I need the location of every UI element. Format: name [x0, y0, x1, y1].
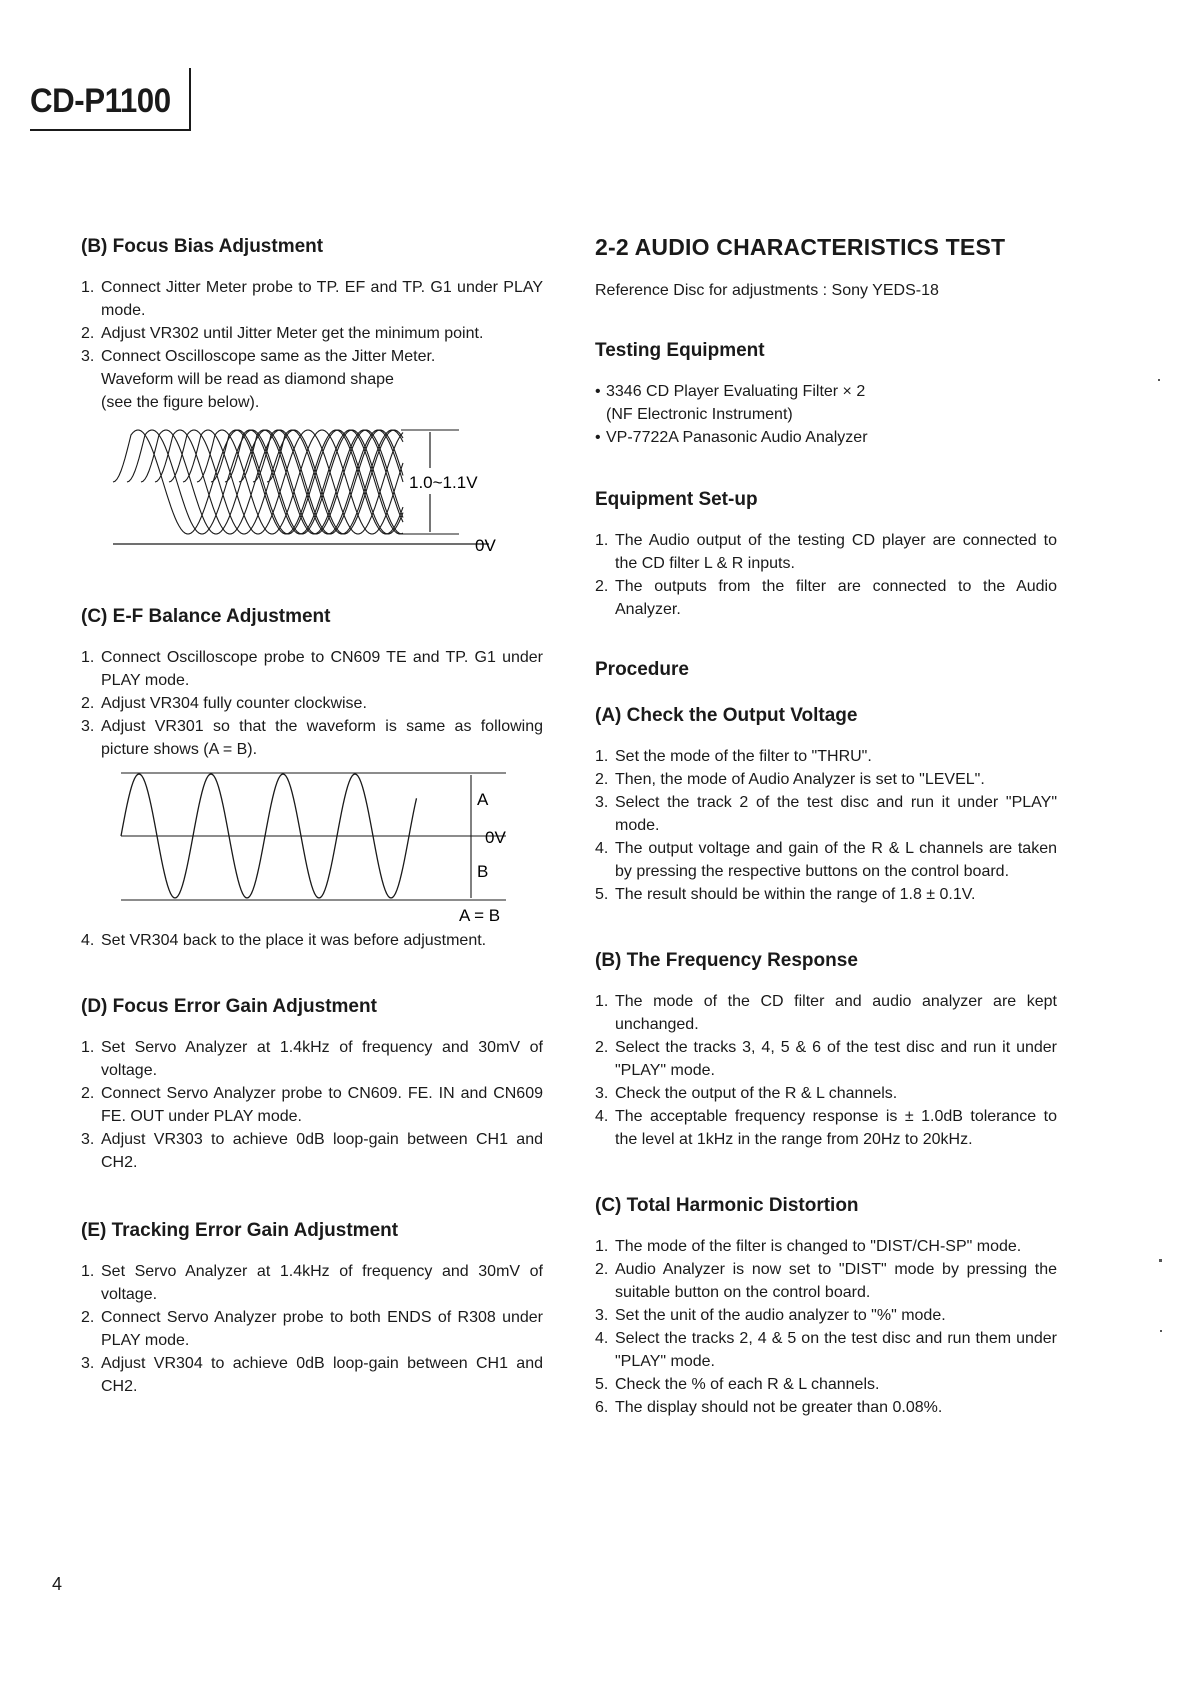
waveform-trace: [127, 430, 403, 534]
list-item: 3. Check the output of the R & L channels.: [595, 1085, 898, 1102]
reference-disc: Reference Disc for adjustments : Sony YEDS-18: [595, 282, 939, 299]
list-item: 4. The output voltage and gain of the R & L channels are taken by pressing the respective buttons on the control board.: [595, 840, 1057, 880]
list-item: 2. The outputs from the filter are connected to the Audio Analyzer.: [595, 578, 1057, 618]
scan-speck: [1160, 1330, 1162, 1332]
list-item: 1. The mode of the filter is changed to "DIST/CH-SP" mode.: [595, 1238, 1022, 1255]
output-voltage-title: (A) Check the Output Voltage: [595, 705, 858, 726]
equipment-setup-steps: [595, 529, 1057, 621]
testing-equipment-title: Testing Equipment: [595, 340, 765, 361]
scan-speck: [1159, 1259, 1162, 1262]
focus-bias-section: [81, 236, 543, 562]
scan-speck: [1158, 379, 1160, 381]
list-item: 4. Set VR304 back to the place it was before adjustment.: [81, 932, 487, 949]
list-item: 3. Adjust VR304 to achieve 0dB loop-gain between CH1 and CH2.: [81, 1355, 543, 1395]
list-item: 1. The mode of the CD filter and audio analyzer are kept unchanged.: [595, 993, 1057, 1033]
label-a: A: [477, 790, 489, 809]
list-item: 3. Adjust VR303 to achieve 0dB loop-gain between CH1 and CH2.: [81, 1131, 543, 1171]
list-item: 2. Adjust VR304 fully counter clockwise.: [81, 695, 367, 712]
tracking-error-section: [81, 1220, 543, 1398]
focus-error-title: (D) Focus Error Gain Adjustment: [81, 996, 377, 1017]
tracking-error-title: (E) Tracking Error Gain Adjustment: [81, 1220, 399, 1241]
list-item: 3. Set the unit of the audio analyzer to "%" mode.: [595, 1307, 946, 1324]
tracking-error-steps: [81, 1260, 543, 1398]
list-item: 3. Select the track 2 of the test disc and run it under "PLAY" mode.: [595, 794, 1057, 834]
list-item: 1. Set the mode of the filter to "THRU".: [595, 748, 872, 765]
audio-test-title: 2-2 AUDIO CHARACTERISTICS TEST: [595, 234, 1006, 260]
diamond-waveform-figure: [81, 422, 543, 562]
list-item: • 3346 CD Player Evaluating Filter × 2 (NF Electronic Instrument): [595, 383, 866, 423]
left-column: [81, 236, 543, 1398]
list-item: 4. Select the tracks 2, 4 & 5 on the test disc and run them under "PLAY" mode.: [595, 1330, 1057, 1370]
list-item: 2. Select the tracks 3, 4, 5 & 6 of the test disc and run it under "PLAY" mode.: [595, 1039, 1057, 1079]
thd-title: (C) Total Harmonic Distortion: [595, 1195, 859, 1216]
list-item: 5. The result should be within the range of 1.8 ± 0.1V.: [595, 886, 976, 903]
list-item: 1. Connect Oscilloscope probe to CN609 TE and TP. G1 under PLAY mode.: [81, 649, 543, 689]
focus-bias-title: (B) Focus Bias Adjustment: [81, 236, 324, 257]
model-title: CD-P1100: [30, 82, 171, 120]
list-item: 2. Connect Servo Analyzer probe to CN609. FE. IN and CN609 FE. OUT under PLAY mode.: [81, 1085, 543, 1125]
list-item: 5. Check the % of each R & L channels.: [595, 1376, 880, 1393]
frequency-response-title: (B) The Frequency Response: [595, 950, 858, 971]
title-divider: [189, 68, 191, 131]
list-item: • VP-7722A Panasonic Audio Analyzer: [595, 429, 868, 446]
thd-section: [595, 1195, 1057, 1419]
list-item: 2. Connect Servo Analyzer probe to both ENDS of R308 under PLAY mode.: [81, 1309, 543, 1349]
equipment-setup-section: [595, 489, 1057, 621]
output-voltage-section: [595, 705, 1057, 906]
label-zero: 0V: [485, 828, 506, 847]
thd-steps: [595, 1235, 1057, 1419]
list-item: 1. Set Servo Analyzer at 1.4kHz of frequency and 30mV of voltage.: [81, 1263, 543, 1303]
list-item: 1. Connect Jitter Meter probe to TP. EF and TP. G1 under PLAY mode.: [81, 279, 543, 319]
list-item: 1. The Audio output of the testing CD player are connected to the CD filter L & R inputs.: [595, 532, 1057, 572]
list-item: 2. Then, the mode of Audio Analyzer is set to "LEVEL".: [595, 771, 985, 788]
focus-error-steps: [81, 1036, 543, 1174]
balance-caption: A = B: [459, 906, 501, 925]
frequency-response-section: [595, 950, 1057, 1151]
list-item: 6. The display should not be greater than 0.08%.: [595, 1399, 943, 1416]
frequency-response-steps: [595, 990, 1057, 1151]
amplitude-label: 1.0~1.1V: [409, 473, 478, 492]
label-b: B: [477, 862, 489, 881]
title-underline: [30, 129, 190, 131]
focus-bias-steps: [81, 276, 543, 414]
list-item: 2. Adjust VR302 until Jitter Meter get the minimum point.: [81, 325, 484, 342]
testing-equipment-list: [595, 380, 1057, 449]
equipment-setup-title: Equipment Set-up: [595, 489, 758, 510]
waveform-trace: [141, 430, 403, 534]
list-item: 3. Adjust VR301 so that the waveform is same as following picture shows (A = B).: [81, 718, 543, 758]
balance-waveform-figure: [81, 765, 543, 925]
list-item: 3. Connect Oscilloscope same as the Jitter Meter. Waveform will be read as diamond shape (see the figure below).: [81, 348, 436, 411]
list-item: 1. Set Servo Analyzer at 1.4kHz of frequency and 30mV of voltage.: [81, 1039, 543, 1079]
diamond-waveform: [113, 430, 403, 534]
right-column: [595, 234, 1057, 1419]
ef-balance-title: (C) E-F Balance Adjustment: [81, 606, 331, 627]
waveform-trace: [197, 430, 403, 534]
focus-error-section: [81, 996, 543, 1174]
page-number: 4: [52, 1574, 63, 1594]
list-item: 2. Audio Analyzer is now set to "DIST" mode by pressing the suitable button on the control board.: [595, 1261, 1057, 1301]
procedure-title: Procedure: [595, 659, 689, 680]
output-voltage-steps: [595, 745, 1057, 906]
testing-equipment-section: [595, 340, 1057, 449]
procedure-section: [595, 659, 1057, 681]
ef-balance-section: [81, 606, 543, 952]
ef-balance-steps: [81, 646, 543, 761]
zero-label: 0V: [475, 536, 496, 555]
list-item: 4. The acceptable frequency response is ± 1.0dB tolerance to the level at 1kHz in the range from 20Hz to 20kHz.: [595, 1108, 1057, 1148]
ef-balance-step-4: [81, 929, 543, 952]
